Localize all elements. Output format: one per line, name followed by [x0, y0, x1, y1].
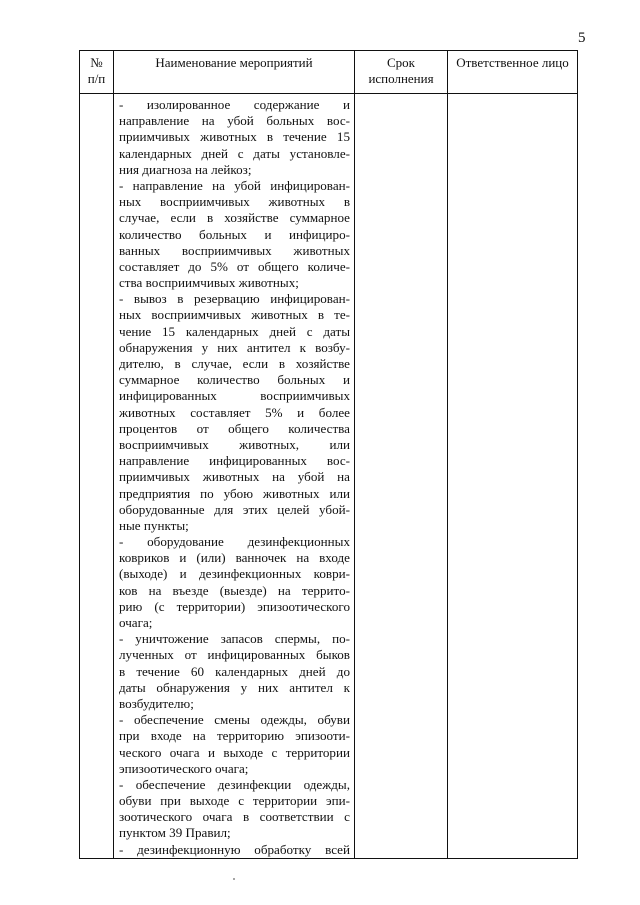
scan-speck	[233, 878, 235, 880]
measures-table	[79, 50, 578, 859]
description-line: ния диагноза на лейкоз;	[119, 161, 252, 177]
description-line: направление на убой больных вос-	[119, 113, 350, 129]
description-line: процентов от общего количества	[119, 420, 350, 436]
number-cell	[80, 94, 114, 859]
description-line: суммарное количество больных и	[119, 372, 350, 388]
header-responsible: Ответственное лицо	[448, 51, 578, 94]
table-header-row	[80, 51, 578, 94]
description-line: оборудованные для этих целей убой-	[119, 501, 350, 517]
description-line: дителю, в случае, если в хозяйстве	[119, 356, 350, 371]
description-line: восприимчивых животных, или	[119, 436, 350, 452]
description-line: направление инфицированных вос-	[119, 453, 350, 469]
description-line: обнаружения у них антител к возбу-	[119, 339, 350, 355]
description-line: ных восприимчивых животных в те-	[119, 307, 350, 323]
description-line: обуви при выходе с территории эпи-	[119, 793, 350, 809]
header-number: № п/п	[80, 51, 114, 94]
description-line: возбудителю;	[119, 695, 194, 711]
description-line: - обеспечение смены одежды, обуви	[119, 712, 350, 728]
description-line: количество больных и инфициро-	[119, 226, 350, 242]
description-line: зоотического очага в соответствии с	[119, 809, 350, 825]
description-line: ческого очага и выходе с территории	[119, 744, 350, 760]
header-term: Срок исполнения	[355, 51, 448, 94]
description-line: - изолированное содержание и	[119, 97, 350, 112]
description-line: рию (с территории) эпизоотического	[119, 598, 350, 614]
description-line: - оборудование дезинфекционных	[119, 534, 350, 550]
description-line: чение 15 календарных дней с даты	[119, 323, 350, 339]
description-line: календарных дней с даты установле-	[119, 145, 350, 161]
description-line: - обеспечение дезинфекции одежды,	[119, 776, 350, 792]
description-line: - вывоз в резервацию инфицирован-	[119, 291, 350, 307]
description-line: ные пункты;	[119, 517, 189, 533]
description-line: эпизоотического очага;	[119, 760, 249, 776]
header-name: Наименование мероприятий	[114, 51, 355, 94]
description-line: - дезинфекционную обработку всей	[119, 841, 350, 857]
page-number: 5	[578, 30, 586, 46]
description-line: ков на въезде (выезде) на террито-	[119, 582, 350, 598]
description-line: ковриков и (или) ванночек на входе	[119, 550, 350, 566]
description-line: лученных от инфицированных быков	[119, 647, 350, 663]
description-line: ства восприимчивых животных;	[119, 275, 299, 291]
description-line: при входе на территорию эпизооти-	[119, 728, 350, 744]
description-line: животных составляет 5% и более	[119, 404, 350, 420]
description-line: приимчивых животных на убой на	[119, 469, 350, 485]
description-line: в течение 60 календарных дней до	[119, 663, 350, 679]
description-line: ванных восприимчивых животных	[119, 242, 350, 258]
table-row	[80, 94, 578, 859]
description-line: приимчивых животных в течение 15	[119, 129, 350, 145]
description-line: пунктом 39 Правил;	[119, 825, 231, 841]
description-line: очага;	[119, 615, 153, 630]
description-line: ных восприимчивых животных в	[119, 194, 350, 210]
description-line: составляет до 5% от общего количе-	[119, 258, 350, 274]
description-line: - направление на убой инфицирован-	[119, 177, 350, 193]
term-cell	[355, 94, 448, 859]
description-line: даты обнаружения у них антител к	[119, 679, 350, 695]
description-line: случае, если в хозяйстве суммарное	[119, 210, 350, 226]
description-line: инфицированных восприимчивых	[119, 388, 350, 404]
description-line: предприятия по убою животных или	[119, 485, 350, 501]
description-cell	[114, 94, 355, 859]
description-line: (выходе) и дезинфекционных коври-	[119, 566, 350, 582]
responsible-cell	[448, 94, 578, 859]
description-line: - уничтожение запасов спермы, по-	[119, 631, 350, 647]
